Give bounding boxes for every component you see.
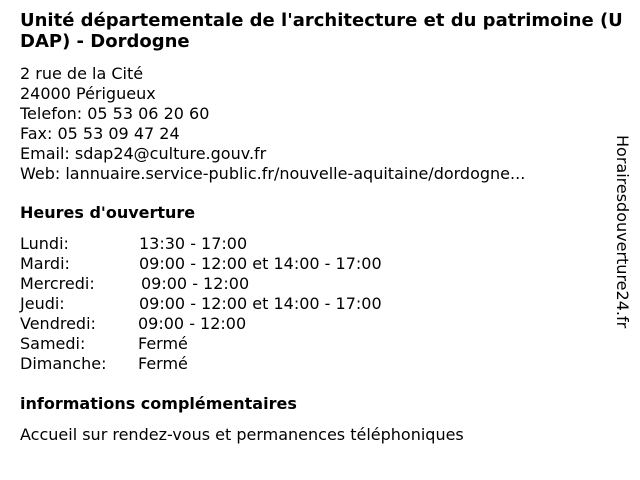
city-postal: 24000 Périgueux <box>20 84 156 103</box>
day-label: Dimanche: <box>20 354 107 373</box>
day-label: Mercredi: <box>20 274 95 293</box>
time-value: 09:00 - 12:00 <box>138 314 247 333</box>
time-value: Fermé <box>138 354 188 373</box>
time-value: Fermé <box>138 334 188 353</box>
day-label: Samedi: <box>20 334 86 353</box>
day-label: Vendredi: <box>20 314 96 333</box>
fax-number: Fax: 05 53 09 47 24 <box>20 124 180 143</box>
time-value: 09:00 - 12:00 <box>141 274 250 293</box>
day-label: Mardi: <box>20 254 70 273</box>
time-value: 09:00 - 12:00 et 14:00 - 17:00 <box>139 294 382 313</box>
phone-number[interactable]: Telefon: 05 53 06 20 60 <box>20 104 210 123</box>
day-label: Lundi: <box>20 234 69 253</box>
page-title: Unité départementale de l'architecture et du patrimoine (UDAP) - Dordogne <box>20 10 623 52</box>
time-value: 13:30 - 17:00 <box>139 234 248 253</box>
info-heading: informations complémentaires <box>20 394 297 413</box>
site-watermark: Horairesdouverture24.fr <box>613 135 632 329</box>
day-label: Jeudi: <box>20 294 65 313</box>
hours-heading: Heures d'ouverture <box>20 203 196 222</box>
street-address: 2 rue de la Cité <box>20 64 144 83</box>
contact-block <box>20 64 600 184</box>
website-link[interactable]: Web: lannuaire.service-public.fr/nouvelle-aquitaine/dordogne... <box>20 164 526 183</box>
info-text: Accueil sur rendez-vous et permanences téléphoniques <box>20 425 464 444</box>
time-value: 09:00 - 12:00 et 14:00 - 17:00 <box>139 254 382 273</box>
email-address[interactable]: Email: sdap24@culture.gouv.fr <box>20 144 267 163</box>
